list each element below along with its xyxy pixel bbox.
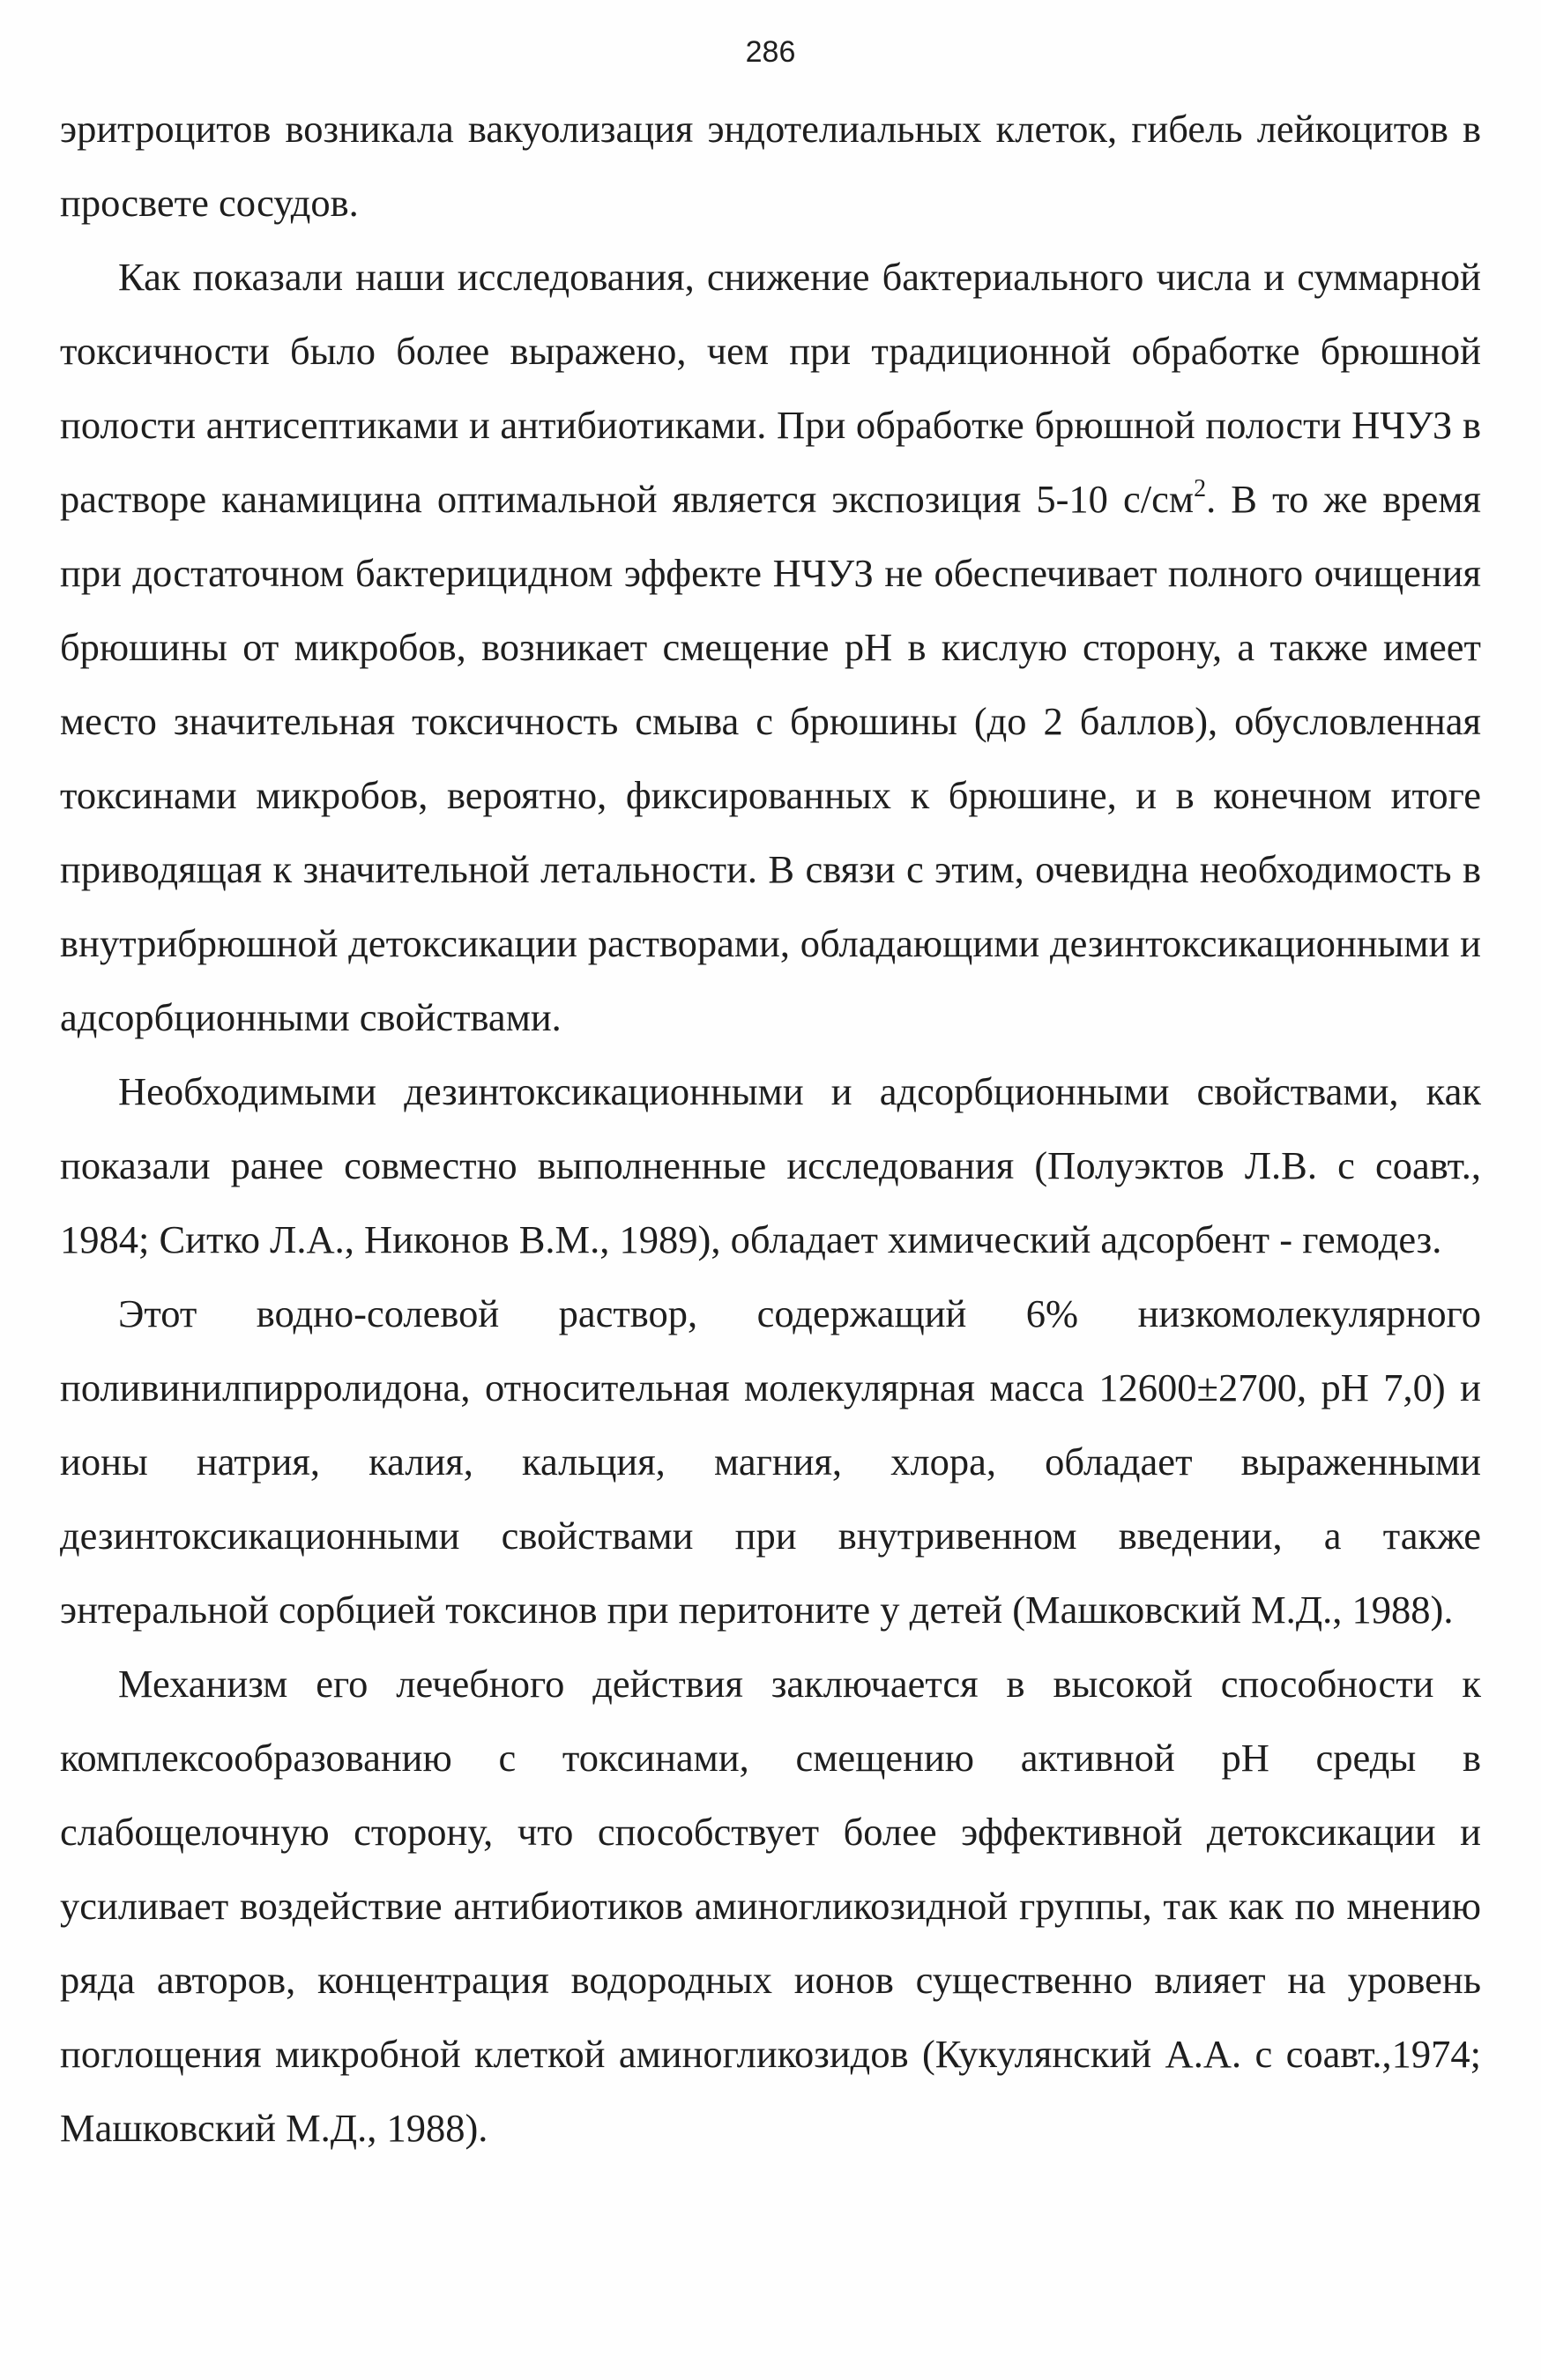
page-body bbox=[60, 92, 1481, 2165]
paragraph-2 bbox=[60, 240, 1481, 1054]
paragraph-1: эритроцитов возникала вакуолизация эндотелиальных клеток, гибель лейкоцитов в просвете сосудов. bbox=[60, 107, 1481, 225]
superscript: 2 bbox=[1194, 475, 1207, 502]
paragraph-3: Необходимыми дезинтоксикационными и адсорбционными свойствами, как показали ранее совместно выполненные исследования (Полуэктов Л.В. с соавт., 1984; Ситко Л.А., Никонов В.М., 1989), обладает химический адсорбент - гемодез. bbox=[60, 1069, 1481, 1261]
paragraph-2-text-end: . В то же время при достаточном бактерицидном эффекте НЧУЗ не обеспечивает полного очищения брюшины от микробов, возникает смещение рН в кислую сторону, а также имеет место значительная токсичность смыва с брюшины (до 2 баллов), обусловленная токсинами микробов, вероятно, фиксированных к брюшине, и в конечном итоге приводящая к значительной летальности. В связи с этим, очевидна необходимость в внутрибрюшной детоксикации растворами, обладающими дезинтоксикационными и адсорбционными свойствами. bbox=[60, 477, 1482, 1039]
paragraph-2-text-start: Как показали наши исследования, снижение бактериального числа и суммарной токсичности было более выражено, чем при традиционной обработке брюшной полости антисептиками и антибиотиками. При обработке брюшной полости НЧУЗ в растворе канамицина оптимальной является экспозиция 5-10 с/см bbox=[60, 255, 1481, 521]
page-number: 286 bbox=[745, 35, 796, 69]
paragraph-5: Механизм его лечебного действия заключается в высокой способности к комплексообразованию с токсинами, смещению активной рН среды в слабощелочную сторону, что способствует более эффективной детоксикации и усиливает воздействие антибиотиков аминогликозидной группы, так как по мнению ряда авторов, концентрация водородных ионов существенно влияет на уровень поглощения микробной клеткой аминогликозидов (Кукулянский А.А. с соавт.,1974; Машковский М.Д., 1988). bbox=[60, 1662, 1481, 2150]
paragraph-4: Этот водно-солевой раствор, содержащий 6% низкомолекулярного поливинилпирролидона, относительная молекулярная масса 12600±2700, рН 7,0) и ионы натрия, калия, кальция, магния, хлора, обладает выраженными дезинтоксикационными свойствами при внутривенном введении, а также энтеральной сорбцией токсинов при перитоните у детей (Машковский М.Д., 1988). bbox=[60, 1291, 1481, 1632]
